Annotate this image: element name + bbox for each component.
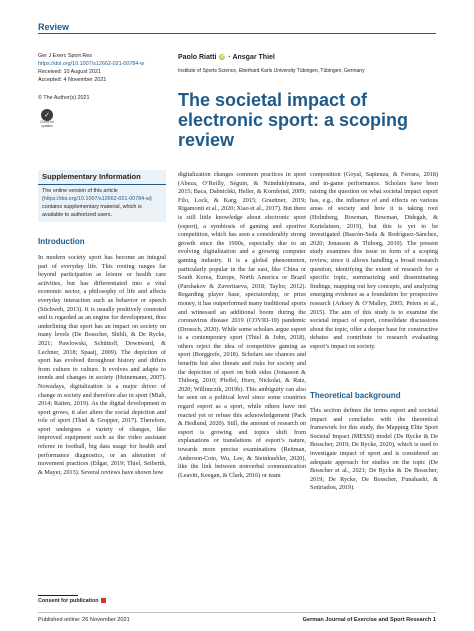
supplementary-doi-link[interactable]: https://doi.org/10.1007/s12662-021-00784-w bbox=[43, 196, 150, 202]
introduction-column bbox=[38, 254, 166, 584]
supplementary-text bbox=[42, 187, 164, 219]
supplementary-text-1: The online version of this article ( bbox=[42, 188, 118, 202]
check-for-updates-badge[interactable] bbox=[38, 109, 56, 131]
column-3 bbox=[310, 171, 438, 389]
supplementary-box bbox=[38, 170, 166, 222]
article-meta bbox=[38, 52, 158, 84]
journal-name: German Journal of Exercise and Sport Research bbox=[302, 617, 432, 623]
orcid-icon[interactable]: iD bbox=[220, 54, 225, 60]
theoretical-background-paragraph: This section defines the terms esport and societal impact and concludes with the theoretical framework for this study, the Mapping Elite Sport Societal Impact (MESSI) model (De Rycke & De Bosscher, 2019; De Rycke, 2020), which is used to investigate impact of sport and is considered an adequate approach for studies on the topic (De Bosscher et al., 2021; De Rycke & De Bosscher, 2019; De Rycke, De Bosscher, Funahashi, & Sotiriadou, 2019). bbox=[310, 407, 438, 492]
column-2-paragraph: digitalization changes common practices in sport (Abeza, O’Reilly, Séguin, & Nzindukiyimana, 2015; Baca, Dabnichki, Heller, & Kornfeind, 2009; Filo, Lock, & Karg, 2015; Gruettner, 2019; Rigamonti et al., 2020; Xiao et al., 2017). But there is still little knowledge about electronic sport (esport), a symbiosis of gaming and sportive competition, which has seen a considerably strong growth since the 1990s, especially due to an evolving digitalization and a growing computer gaming industry. It is a global phenomenon, particularly popular in the far east, like China or South Korea, Europe, North America or Brazil (Parshakov & Zavertiaeva, 2018; Taylor, 2012). Regarding player base, spectatorship, or prize money, it has outperformed many traditional sports and witnessed an additional boom during the coronavirus disease 2019 (COVID-19) pandemic (Droesch, 2020). While some scholars argue esport is a contemporary sport (Thiel & John, 2018), others reject the idea of competitive gaming as sport (Borggrefe, 2018). Scholars see chances and benefits but also threats and risks for society and the depiction of sport on both sides (Jonasson & Thiborg, 2010; Pfeffel, Horn, Nickolai, & Ratz, 2020; Willimczik, 2019b). This ambiguity can also be seen on a political level since some countries regard esport as a sport, while others have not reacted yet or refuse this acknowledgement (Pack & Hedlund, 2020). Still, the amount of research on esport is growing and topics shift from explanations or translations of esport’s nature, towards more precise examinations (Reitman, Anderson-Coto, Wu, Lee, & Steinkuehler, 2020), like the link between nonverbal communication (Leavitt, Keegan, & Clark, 2016) or team bbox=[178, 171, 306, 479]
consent-icon bbox=[101, 598, 106, 603]
author-separator: · bbox=[228, 54, 231, 61]
author-list bbox=[178, 54, 275, 61]
check-icon: ✓ bbox=[41, 109, 53, 121]
published-date: Published online: 26 November 2021 bbox=[38, 617, 130, 623]
consent-link[interactable] bbox=[38, 598, 106, 604]
consent-label: Consent for publication bbox=[38, 598, 99, 604]
introduction-heading: Introduction bbox=[38, 237, 85, 246]
column-3-paragraph: composition (Goyal, Sapienza, & Ferrara, 2018) and in-game performance. Scholars have been raising the question on what societal impact esport has, e.g., the influence of and effects on various areas of society and how it is taking root (Holmberg, Bowman, Bowman, Didegah, & Kortelainen, 2019), but this is yet to be investigated (Bascón-Seda & Rodríguez-Sánchez, 2020; Jonasson & Thiborg, 2010). The present study examines this issue in form of a scoping review, since it allows handling a broad research question, identifying the extent of research for a specific topic, summarizing and disseminating findings, mapping out key concepts, and analyzing emerging evidence as a foundation for prospective research (Arksey & O’Malley, 2005; Peters et al., 2015). The aim of this study is to examine the societal impact of esport, consolidate discussions about the topic, offer a deeper base for constructive debates and contribute to research evaluating esport’s impact on society. bbox=[310, 171, 438, 350]
copyright: © The Author(s) 2021 bbox=[38, 95, 90, 101]
supplementary-rule bbox=[38, 184, 166, 185]
author-second[interactable]: Ansgar Thiel bbox=[232, 54, 275, 61]
supplementary-heading: Supplementary Information bbox=[42, 172, 141, 181]
check-label: Check for updates bbox=[40, 120, 54, 128]
journal-short: Ger J Exerc Sport Res bbox=[38, 53, 92, 59]
supplementary-text-2: ) contains supplementary material, which is available to authorized users. bbox=[42, 196, 152, 218]
page-number: 1 bbox=[432, 617, 436, 623]
top-bar bbox=[0, 0, 474, 34]
accepted-date: Accepted: 4 November 2021 bbox=[38, 77, 107, 83]
journal-footer bbox=[300, 617, 436, 623]
affiliation: Institute of Sports Science, Eberhard Karls University Tübingen, Tübingen, Germany bbox=[178, 68, 365, 74]
column-2 bbox=[178, 171, 306, 591]
article-title: The societal impact of electronic sport: a scoping review bbox=[178, 90, 409, 150]
introduction-paragraph: In modern society sport has become an integral part of everyday life. This rooting ranges far beyond participation as leisure or health care activities, but has differentiated into a vital economic sector, a philosophy of life and affects everyday interaction such as behavior or speech (Stichweh, 2013). It is usually positively connoted and is regarded as an engine for development, thus underlining that sport has an impact on society on many levels (De Bosscher, Shibli, & De Rycke, 2021; Pawlowski, Schüttoff, Downward, & Lechner, 2018; Spaaij, 2009). The depiction of sport has evolved throughout history and differs from culture to culture. It evolves and adapts to trends and changes in society (Heinemann, 2007). Nowadays, digitalization is a major driver of change in society and therefore also in sport (Miah, 2014; Ratten, 2019). As the digital development in sport grows, it also alters the social depiction and role of sport (Thiel & Gropper, 2017). Therefore, sport undergoes a variety of changes, like improved equipment such as the video assistant referee in football, big data usage for health and performance diagnostics, or an alteration of movement practices (Edgar, 2019; Thiel, Seiberth, & Mayer, 2013). Several reviews have shown how bbox=[38, 254, 166, 476]
footer-rule bbox=[38, 612, 436, 613]
theoretical-background-column bbox=[310, 407, 438, 557]
received-date: Received: 10 August 2021 bbox=[38, 69, 101, 75]
doi-link[interactable]: https://doi.org/10.1007/s12662-021-00784-w bbox=[38, 61, 145, 67]
author-first[interactable]: Paolo Riatti bbox=[178, 54, 217, 61]
consent-rule bbox=[38, 595, 78, 596]
theoretical-background-heading: Theoretical background bbox=[310, 391, 401, 400]
header-rule bbox=[38, 33, 436, 34]
section-tag: Review bbox=[38, 22, 70, 32]
